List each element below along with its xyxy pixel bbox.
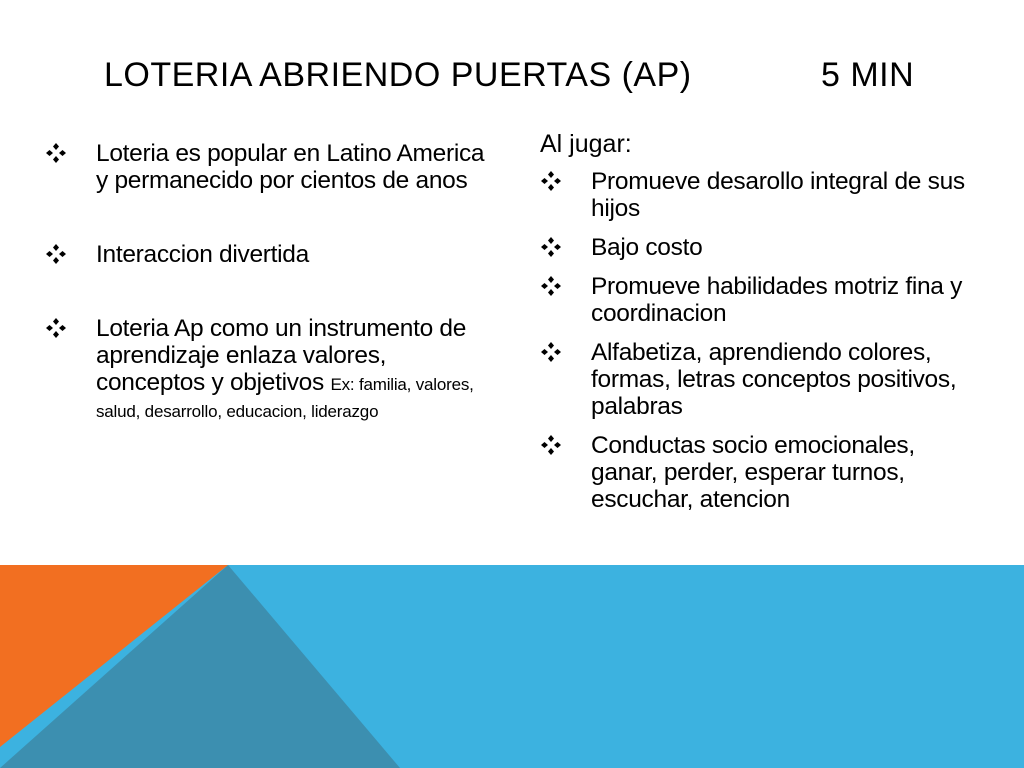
diamond-bullet-icon	[45, 317, 67, 339]
item-text: Promueve desarollo integral de sus hijos	[591, 168, 965, 222]
diamond-bullet-icon	[540, 434, 562, 456]
slide-title	[104, 52, 924, 102]
decorative-band	[0, 565, 1024, 768]
duration-text: 5 MIN	[821, 56, 915, 94]
list-item	[540, 168, 980, 222]
list-item	[45, 241, 495, 268]
list-item	[540, 339, 980, 420]
left-column	[45, 140, 495, 423]
item-text: Alfabetiza, aprendiendo colores, formas, letras conceptos positivos, palabras	[591, 339, 957, 420]
diamond-bullet-icon	[45, 243, 67, 265]
diamond-bullet-icon	[540, 275, 562, 297]
diamond-bullet-icon	[540, 341, 562, 363]
list-item	[540, 234, 980, 261]
item-text: Bajo costo	[591, 234, 703, 261]
right-column	[540, 130, 980, 525]
item-text: Loteria Ap como un instrumento de aprendizaje enlaza valores, conceptos y objetivos	[96, 315, 467, 396]
column-heading: Al jugar:	[540, 130, 632, 158]
item-text: Promueve habilidades motriz fina y coordinacion	[591, 273, 963, 327]
list-item	[540, 432, 980, 513]
list-item	[540, 273, 980, 327]
item-text: Conductas socio emocionales, ganar, perder, esperar turnos, escuchar, atencion	[591, 432, 915, 513]
item-text: Interaccion divertida	[96, 241, 309, 268]
list-item	[45, 315, 495, 423]
title-text: LOTERIA ABRIENDO PUERTAS (AP)	[104, 56, 692, 94]
diamond-bullet-icon	[45, 142, 67, 164]
item-text: Loteria es popular en Latino America y permanecido por cientos de anos	[96, 140, 485, 194]
list-item	[45, 140, 495, 194]
diamond-bullet-icon	[540, 236, 562, 258]
diamond-bullet-icon	[540, 170, 562, 192]
example-note: Ex: familia, valores, salud, desarrollo, educacion, liderazgo	[96, 375, 474, 421]
